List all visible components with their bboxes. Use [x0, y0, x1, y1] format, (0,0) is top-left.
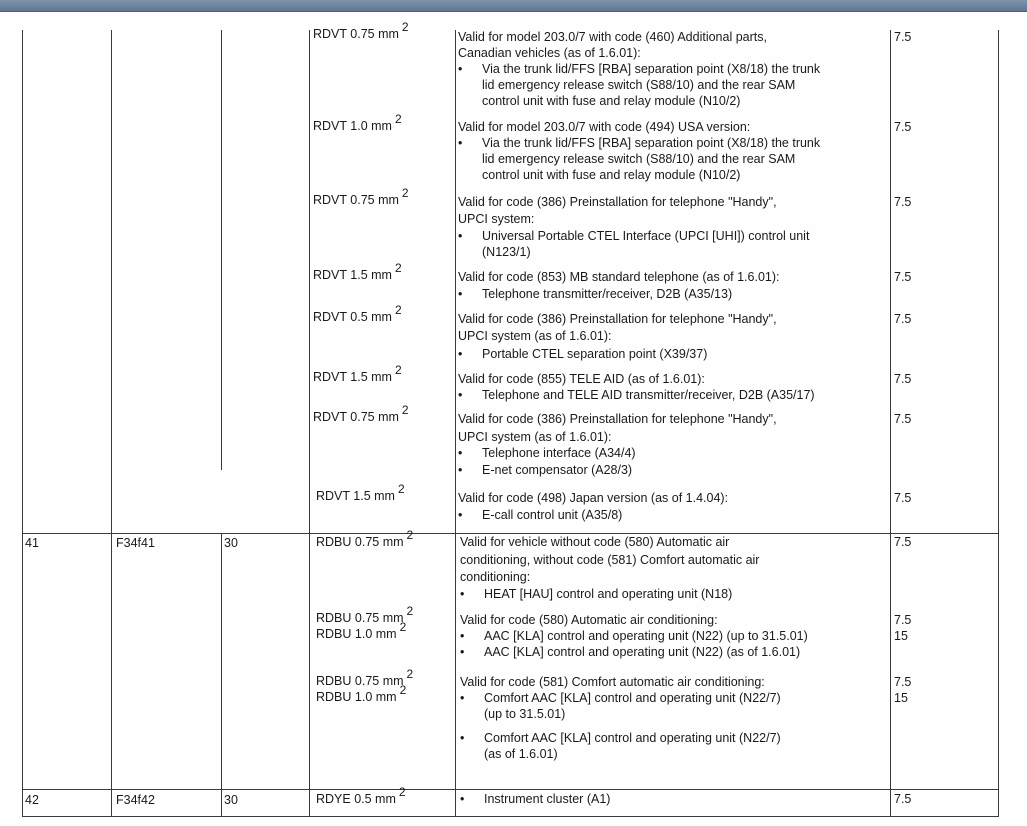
fuse-value: 7.5 — [894, 372, 912, 386]
wire-spec: RDBU 0.75 mm $^2$ — [316, 667, 414, 688]
wire-spec: RDVT 1.5 mm $^2$ — [313, 363, 402, 384]
wire-spec: RDBU 1.0 mm $^2$ — [316, 683, 407, 704]
fuse-value: 7.5 — [894, 792, 912, 806]
wire-spec: RDBU 1.0 mm $^2$ — [316, 620, 407, 641]
grid-line — [309, 30, 310, 817]
grid-line — [998, 30, 999, 817]
component-bullet: • Via the trunk lid/FFS [RBA] separation point (X8/18) the trunk lid emergency release switch (S88/10) and the rear SAM control unit with fuse and relay module (N10/2) — [458, 136, 821, 182]
wire-spec: RDBU 0.75 mm $^2$ — [316, 604, 414, 625]
grid-line — [455, 30, 456, 817]
fuse-number: 42 — [25, 793, 39, 807]
fuse-value: 15 — [894, 691, 908, 705]
wire-spec: RDVT 1.5 mm $^2$ — [316, 482, 405, 503]
condition-text: conditioning, without code (581) Comfort automatic air — [460, 553, 760, 567]
component-bullet: • Telephone interface (A34/4) — [458, 446, 636, 460]
window-top-bar — [0, 0, 1027, 12]
grid-line — [22, 30, 23, 817]
fuse-value: 15 — [894, 629, 908, 643]
component-bullet: • AAC [KLA] control and operating unit (N22) (up to 31.5.01) — [460, 629, 808, 643]
condition-text: Valid for model 203.0/7 with code (460) Additional parts, — [458, 30, 767, 44]
condition-text: conditioning: — [460, 570, 531, 584]
condition-text: Canadian vehicles (as of 1.6.01): — [458, 46, 641, 60]
wire-spec: RDBU 0.75 mm $^2$ — [316, 528, 414, 549]
fuse-value: 7.5 — [894, 412, 912, 426]
grid-line — [221, 30, 222, 470]
grid-line — [221, 533, 222, 817]
fuse-value: 7.5 — [894, 535, 912, 549]
fuse-value: 7.5 — [894, 195, 912, 209]
component-bullet: • Comfort AAC [KLA] control and operating unit (N22/7) (as of 1.6.01) — [460, 731, 781, 761]
component-bullet: • Instrument cluster (A1) — [460, 792, 611, 806]
component-bullet: • Portable CTEL separation point (X39/37) — [458, 347, 708, 361]
condition-text: UPCI system (as of 1.6.01): — [458, 430, 612, 444]
fuse-number: 41 — [25, 536, 39, 550]
wire-spec: RDVT 0.75 mm $^2$ — [313, 20, 409, 41]
component-bullet: • Telephone transmitter/receiver, D2B (A35/13) — [458, 287, 733, 301]
component-bullet: • Via the trunk lid/FFS [RBA] separation point (X8/18) the trunk lid emergency release switch (S88/10) and the rear SAM control unit with fuse and relay module (N10/2) — [458, 62, 821, 108]
wire-spec: RDVT 1.0 mm $^2$ — [313, 112, 402, 133]
condition-text: Valid for code (498) Japan version (as of 1.4.04): — [458, 491, 729, 505]
component-bullet: • Telephone and TELE AID transmitter/receiver, D2B (A35/17) — [458, 388, 815, 402]
wire-spec: RDVT 0.75 mm $^2$ — [313, 186, 409, 207]
fuse-value: 7.5 — [894, 30, 912, 44]
grid-line — [890, 30, 891, 817]
condition-text: UPCI system (as of 1.6.01): — [458, 329, 612, 343]
fuse-value: 7.5 — [894, 270, 912, 284]
wire-spec: RDVT 0.75 mm $^2$ — [313, 403, 409, 424]
wire-spec: RDVT 0.5 mm $^2$ — [313, 303, 402, 324]
component-bullet: • HEAT [HAU] control and operating unit (N18) — [460, 587, 733, 601]
component-bullet: • Comfort AAC [KLA] control and operating unit (N22/7) (up to 31.5.01) — [460, 691, 781, 721]
condition-text: Valid for model 203.0/7 with code (494) USA version: — [458, 120, 751, 134]
fuse-id: F34f42 — [116, 793, 155, 807]
fuse-value: 7.5 — [894, 613, 912, 627]
fuse-value: 7.5 — [894, 120, 912, 134]
condition-text: UPCI system: — [458, 212, 535, 226]
condition-text: Valid for code (855) TELE AID (as of 1.6.01): — [458, 372, 705, 386]
grid-line — [111, 30, 112, 817]
fuse-value: 7.5 — [894, 491, 912, 505]
component-bullet: • E-net compensator (A28/3) — [458, 463, 633, 477]
grid-line — [22, 789, 999, 790]
condition-text: Valid for code (581) Comfort automatic air conditioning: — [460, 675, 765, 689]
fuse-rating: 30 — [224, 793, 238, 807]
component-bullet: • Universal Portable CTEL Interface (UPCI [UHI]) control unit (N123/1) — [458, 229, 810, 259]
component-bullet: • E-call control unit (A35/8) — [458, 508, 623, 522]
wire-spec: RDYE 0.5 mm $^2$ — [316, 785, 406, 806]
condition-text: Valid for vehicle without code (580) Automatic air — [460, 535, 730, 549]
grid-line — [22, 816, 999, 817]
fuse-value: 7.5 — [894, 312, 912, 326]
condition-text: Valid for code (580) Automatic air conditioning: — [460, 613, 718, 627]
condition-text: Valid for code (853) MB standard telephone (as of 1.6.01): — [458, 270, 780, 284]
fuse-id: F34f41 — [116, 536, 155, 550]
wire-spec: RDVT 1.5 mm $^2$ — [313, 261, 402, 282]
condition-text: Valid for code (386) Preinstallation for telephone "Handy", — [458, 195, 777, 209]
fuse-value: 7.5 — [894, 675, 912, 689]
component-bullet: • AAC [KLA] control and operating unit (N22) (as of 1.6.01) — [460, 645, 801, 659]
condition-text: Valid for code (386) Preinstallation for telephone "Handy", — [458, 312, 777, 326]
fuse-rating: 30 — [224, 536, 238, 550]
condition-text: Valid for code (386) Preinstallation for telephone "Handy", — [458, 412, 777, 426]
